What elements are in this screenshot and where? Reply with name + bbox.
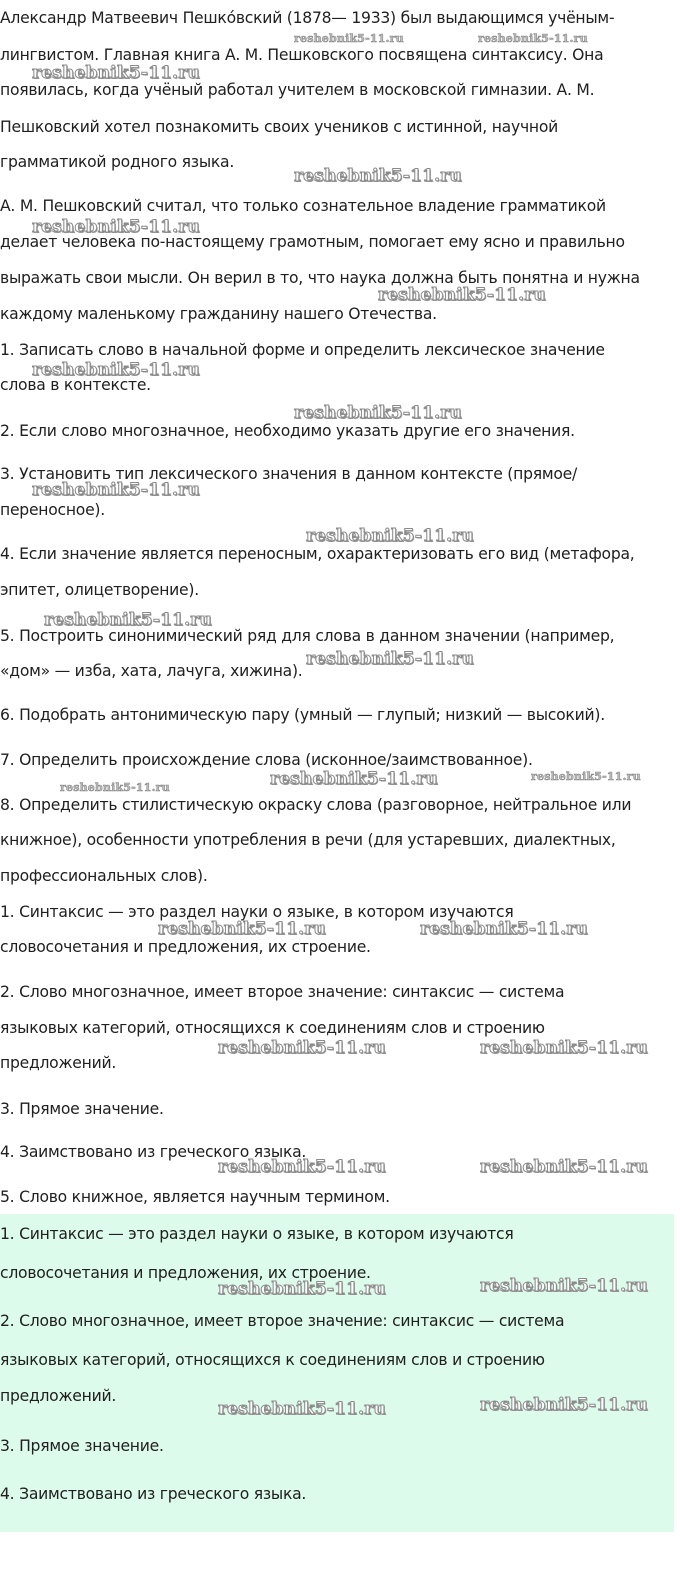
watermark: reshebnik5-11.ru xyxy=(60,781,170,794)
watermark: reshebnik5-11.ru xyxy=(480,1276,648,1296)
highlight-line: словосочетания и предложения, их строение. xyxy=(0,1264,371,1282)
answer-line: 2. Слово многозначное, имеет второе значение: синтаксис — система xyxy=(0,983,565,1001)
watermark: reshebnik5-11.ru xyxy=(378,285,546,305)
watermark: reshebnik5-11.ru xyxy=(218,1038,386,1058)
highlight-line: 3. Прямое значение. xyxy=(0,1437,164,1455)
watermark: reshebnik5-11.ru xyxy=(44,610,212,630)
intro-line: грамматикой родного языка. xyxy=(0,153,235,171)
task-line: 1. Записать слово в начальной форме и определить лексическое значение xyxy=(0,341,605,359)
task-line: эпитет, олицетворение). xyxy=(0,581,199,599)
task-line: переносное). xyxy=(0,501,105,519)
answer-line: словосочетания и предложения, их строение. xyxy=(0,938,371,956)
watermark: reshebnik5-11.ru xyxy=(294,166,462,186)
watermark: reshebnik5-11.ru xyxy=(32,480,200,500)
highlight-line: предложений. xyxy=(0,1387,117,1405)
task-line: 6. Подобрать антонимическую пару (умный — глупый; низкий — высокий). xyxy=(0,706,605,724)
watermark: reshebnik5-11.ru xyxy=(480,1157,648,1177)
task-line: 2. Если слово многозначное, необходимо указать другие его значения. xyxy=(0,422,575,440)
intro-line: делает человека по-настоящему грамотным, помогает ему ясно и правильно xyxy=(0,233,625,251)
task-line: 5. Построить синонимический ряд для слова в данном значении (например, xyxy=(0,627,615,645)
intro-line: выражать свои мысли. Он верил в то, что наука должна быть понятна и нужна xyxy=(0,269,640,287)
intro-line: Пешковский хотел познакомить своих учеников с истинной, научной xyxy=(0,118,559,136)
watermark: reshebnik5-11.ru xyxy=(158,919,326,939)
intro-line: А. М. Пешковский считал, что только сознательное владение грамматикой xyxy=(0,197,606,215)
watermark: reshebnik5-11.ru xyxy=(32,63,200,83)
intro-line: каждому маленькому гражданину нашего Отечества. xyxy=(0,305,437,323)
task-line: слова в контексте. xyxy=(0,376,151,394)
watermark: reshebnik5-11.ru xyxy=(480,1395,648,1415)
highlight-line: 2. Слово многозначное, имеет второе значение: синтаксис — система xyxy=(0,1312,565,1330)
answer-line: 5. Слово книжное, является научным термином. xyxy=(0,1188,390,1206)
watermark: reshebnik5-11.ru xyxy=(218,1279,386,1299)
watermark: reshebnik5-11.ru xyxy=(294,403,462,423)
intro-line: Александр Матвеевич Пешко́вский (1878— 1933) был выдающимся учёным- xyxy=(0,9,615,27)
answer-line: 4. Заимствовано из греческого языка. xyxy=(0,1143,307,1161)
answer-line: 3. Прямое значение. xyxy=(0,1100,164,1118)
watermark: reshebnik5-11.ru xyxy=(294,32,404,45)
watermark: reshebnik5-11.ru xyxy=(32,360,200,380)
watermark: reshebnik5-11.ru xyxy=(218,1399,386,1419)
watermark: reshebnik5-11.ru xyxy=(32,217,200,237)
highlight-line: языковых категорий, относящихся к соединениям слов и строению xyxy=(0,1351,545,1369)
task-line: 4. Если значение является переносным, охарактеризовать его вид (метафора, xyxy=(0,545,635,563)
watermark: reshebnik5-11.ru xyxy=(478,32,588,45)
intro-line: лингвистом. Главная книга А. М. Пешковского посвящена синтаксису. Она xyxy=(0,46,604,64)
intro-line: появилась, когда учёный работал учителем в московской гимназии. А. М. xyxy=(0,81,595,99)
task-line: 3. Установить тип лексического значения в данном контексте (прямое/ xyxy=(0,465,578,483)
watermark: reshebnik5-11.ru xyxy=(306,526,474,546)
task-line: книжное), особенности употребления в речи (для устаревших, диалектных, xyxy=(0,831,616,849)
answer-line: предложений. xyxy=(0,1054,117,1072)
task-line: 8. Определить стилистическую окраску слова (разговорное, нейтральное или xyxy=(0,796,632,814)
answer-line: 1. Синтаксис — это раздел науки о языке, в котором изучаются xyxy=(0,903,514,921)
watermark: reshebnik5-11.ru xyxy=(480,1038,648,1058)
highlight-line: 4. Заимствовано из греческого языка. xyxy=(0,1485,307,1503)
watermark: reshebnik5-11.ru xyxy=(306,649,474,669)
task-line: «дом» — изба, хата, лачуга, хижина). xyxy=(0,662,303,680)
watermark: reshebnik5-11.ru xyxy=(218,1157,386,1177)
watermark: reshebnik5-11.ru xyxy=(531,770,641,783)
watermark: reshebnik5-11.ru xyxy=(270,769,438,789)
task-line: 7. Определить происхождение слова (исконное/заимствованное). xyxy=(0,751,533,769)
answer-line: языковых категорий, относящихся к соединениям слов и строению xyxy=(0,1019,545,1037)
highlight-line: 1. Синтаксис — это раздел науки о языке, в котором изучаются xyxy=(0,1225,514,1243)
watermark: reshebnik5-11.ru xyxy=(420,919,588,939)
task-line: профессиональных слов). xyxy=(0,867,208,885)
